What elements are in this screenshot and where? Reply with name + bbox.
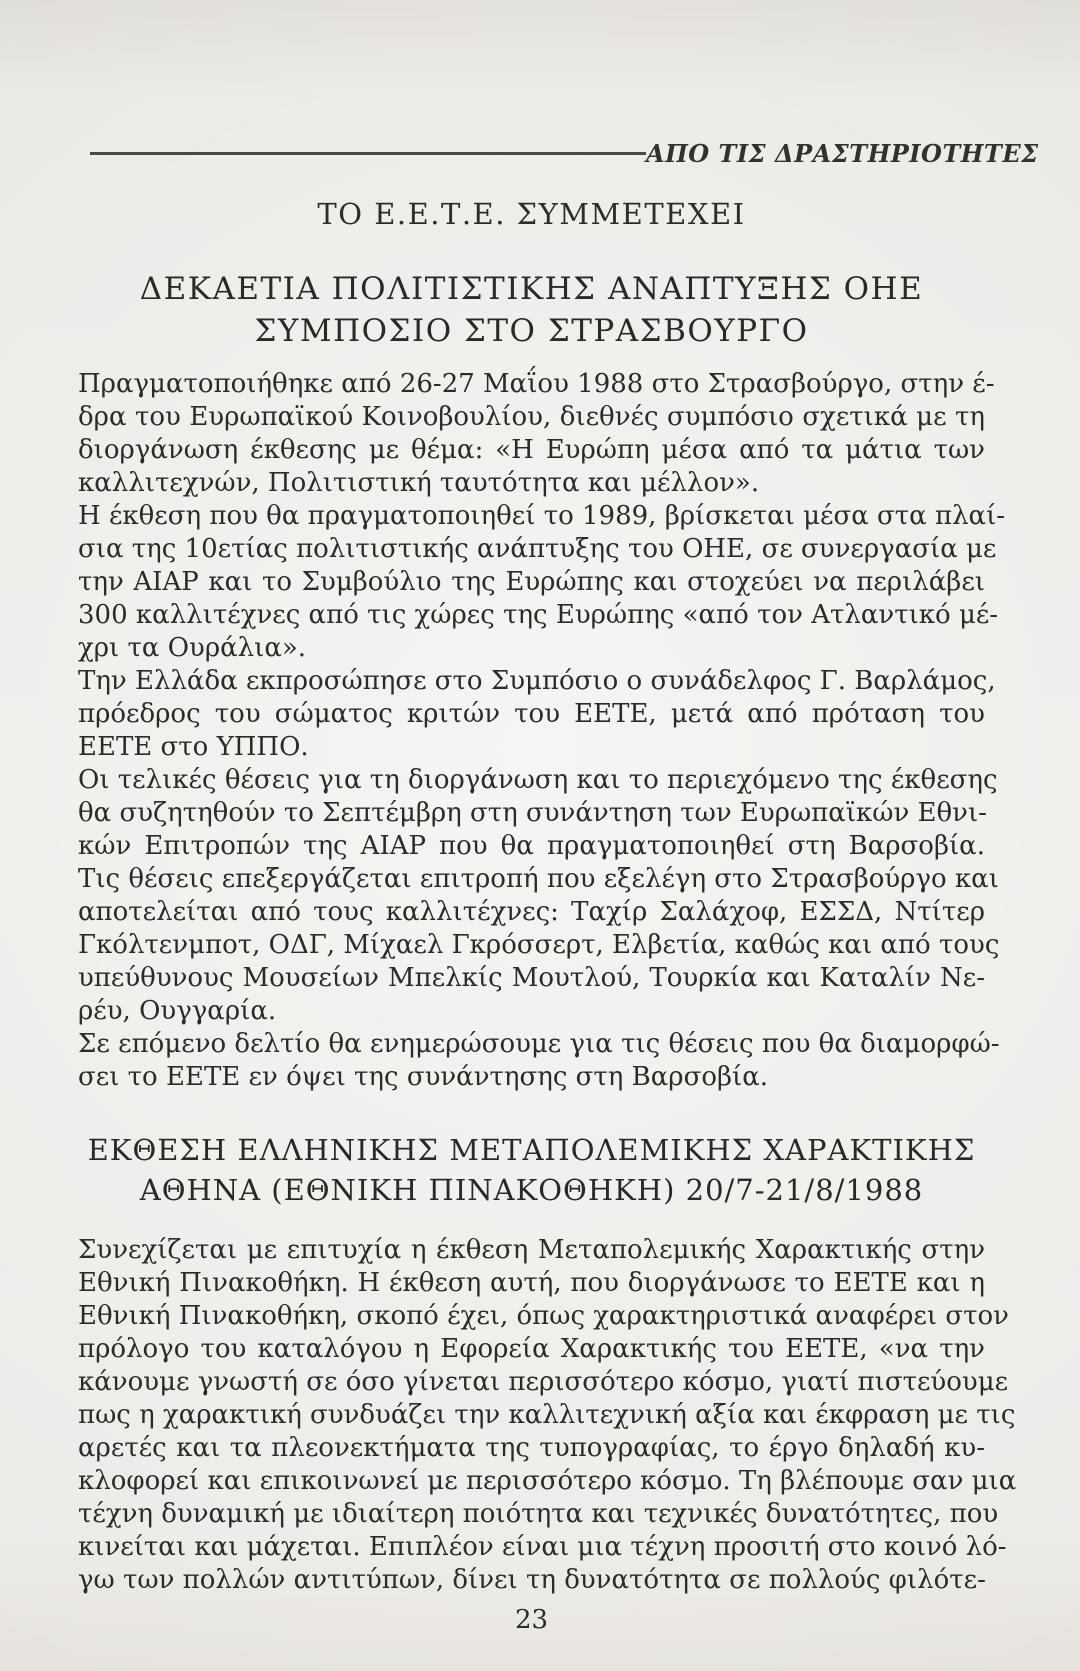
section1-kicker: ΤΟ Ε.Ε.Τ.Ε. ΣΥΜΜΕΤΕΧΕΙ xyxy=(317,197,746,231)
text-line: καλλιτεχνών, Πολιτιστική ταυτότητα και μέλλον». xyxy=(78,468,760,498)
text-line: γω των πολλών αντιτύπων, δίνει τη δυνατότητα σε πολλούς φιλότε- xyxy=(78,1565,986,1595)
section1-body xyxy=(78,368,1006,1094)
text-line: κών Επιτροπών της AIAP που θα πραγματοποιηθεί στη Βαρσοβία. xyxy=(78,831,985,861)
text-line: Εθνική Πινακοθήκη. Η έκθεση αυτή, που διοργάνωσε το ΕΕΤΕ και η xyxy=(78,1268,985,1298)
section1-title xyxy=(78,268,985,352)
text-line: χρι τα Ουράλια». xyxy=(78,633,307,663)
text-line: Πραγματοποιήθηκε από 26-27 Μαΐου 1988 στο Στρασβούργο, στην έ- xyxy=(78,369,995,399)
section2-body xyxy=(78,1234,1017,1597)
masthead-label: ΑΠΟ ΤΙΣ ΔΡΑΣΤΗΡΙΟΤΗΤΕΣ xyxy=(646,138,1039,168)
text-line: Τις θέσεις επεξεργάζεται επιτροπή που εξελέγη στο Στρασβούργο και xyxy=(78,864,999,894)
section2-title xyxy=(78,1130,985,1210)
text-line: πρόεδρος του σώματος κριτών του ΕΕΤΕ, μετά από πρόταση του xyxy=(78,699,985,729)
masthead-rule xyxy=(90,152,646,155)
text-line: θα συζητηθούν το Σεπτέμβρη στη συνάντηση των Ευρωπαϊκών Εθνι- xyxy=(78,798,987,828)
page-number: 23 xyxy=(514,1605,549,1635)
text-line: κινείται και μάχεται. Επιπλέον είναι μια τέχνη προσιτή στο κοινό λό- xyxy=(78,1532,1007,1562)
text-line: Οι τελικές θέσεις για τη διοργάνωση και το περιεχόμενο της έκθεσης xyxy=(78,765,998,795)
text-line: ρέυ, Ουγγαρία. xyxy=(78,996,277,1026)
text-line: αποτελείται από τους καλλιτέχνες: Ταχίρ Σαλάχοφ, ΕΣΣΔ, Ντίτερ xyxy=(78,897,985,927)
text-line: σια της 10ετίας πολιτιστικής ανάπτυξης του ΟΗΕ, σε συνεργασία με xyxy=(78,534,997,564)
section2-title-line2: ΑΘΗΝΑ (ΕΘΝΙΚΗ ΠΙΝΑΚΟΘΗΚΗ) 20/7-21/8/1988 xyxy=(139,1173,924,1207)
text-line: σει το ΕΕΤΕ εν όψει της συνάντησης στη Βαρσοβία. xyxy=(78,1062,769,1092)
text-line: Την Ελλάδα εκπροσώπησε στο Συμπόσιο ο συνάδελφος Γ. Βαρλάμος, xyxy=(78,666,996,696)
text-line: Η έκθεση που θα πραγματοποιηθεί το 1989, βρίσκεται μέσα στα πλαί- xyxy=(78,501,1006,531)
text-line: κλοφορεί και επικοινωνεί με περισσότερο κόσμο. Τη βλέπουμε σαν μια xyxy=(78,1466,1017,1496)
text-line: την AIAP και το Συμβούλιο της Ευρώπης και στοχεύει να περιλάβει xyxy=(78,567,985,597)
text-line: αρετές και τα πλεονεκτήματα της τυπογραφίας, το έργο δηλαδή κυ- xyxy=(78,1433,985,1463)
text-line: κάνουμε γνωστή σε όσο γίνεται περισσότερο κόσμο, γιατί πιστεύουμε xyxy=(78,1367,1009,1397)
section1-title-line1: ΔΕΚΑΕΤΙΑ ΠΟΛΙΤΙΣΤΙΚΗΣ ΑΝΑΠΤΥΞΗΣ ΟΗΕ xyxy=(139,271,924,307)
text-line: 300 καλλιτέχνες από τις χώρες της Ευρώπης «από τον Ατλαντικό μέ- xyxy=(78,600,999,630)
text-line: Σε επόμενο δελτίο θα ενημερώσουμε για τις θέσεις που θα διαμορφώ- xyxy=(78,1029,1000,1059)
masthead xyxy=(78,138,1039,168)
text-line: πρόλογο του καταλόγου η Εφορεία Χαρακτικής του ΕΕΤΕ, «να την xyxy=(78,1334,985,1364)
section1-title-line2: ΣΥΜΠΟΣΙΟ ΣΤΟ ΣΤΡΑΣΒΟΥΡΓΟ xyxy=(254,313,809,349)
text-line: ΕΕΤΕ στο ΥΠΠΟ. xyxy=(78,732,309,762)
text-line: διοργάνωση έκθεσης με θέμα: «Η Ευρώπη μέσα από τα μάτια των xyxy=(78,435,985,465)
section2-title-line1: ΕΚΘΕΣΗ ΕΛΛΗΝΙΚΗΣ ΜΕΤΑΠΟΛΕΜΙΚΗΣ ΧΑΡΑΚΤΙΚΗΣ xyxy=(87,1133,976,1167)
text-line: υπεύθυνους Μουσείων Μπελκίς Μουτλού, Τουρκία και Καταλίν Νε- xyxy=(78,963,985,993)
text-line: τέχνη δυναμική με ιδιαίτερη ποιότητα και τεχνικές δυνατότητες, που xyxy=(78,1499,999,1529)
text-line: Γκόλτενμποτ, ΟΔΓ, Μίχαελ Γκρόσσερτ, Ελβετία, καθώς και από τους xyxy=(78,930,1000,960)
text-line: Συνεχίζεται με επιτυχία η έκθεση Μεταπολεμικής Χαρακτικής στην xyxy=(78,1235,985,1265)
text-line: δρα του Ευρωπαϊκού Κοινοβουλίου, διεθνές συμπόσιο σχετικά με τη xyxy=(78,402,985,432)
text-line: Εθνική Πινακοθήκη, σκοπό έχει, όπως χαρακτηριστικά αναφέρει στον xyxy=(78,1301,1009,1331)
text-line: πως η χαρακτική συνδυάζει την καλλιτεχνική αξία και έκφραση με τις xyxy=(78,1400,1016,1430)
